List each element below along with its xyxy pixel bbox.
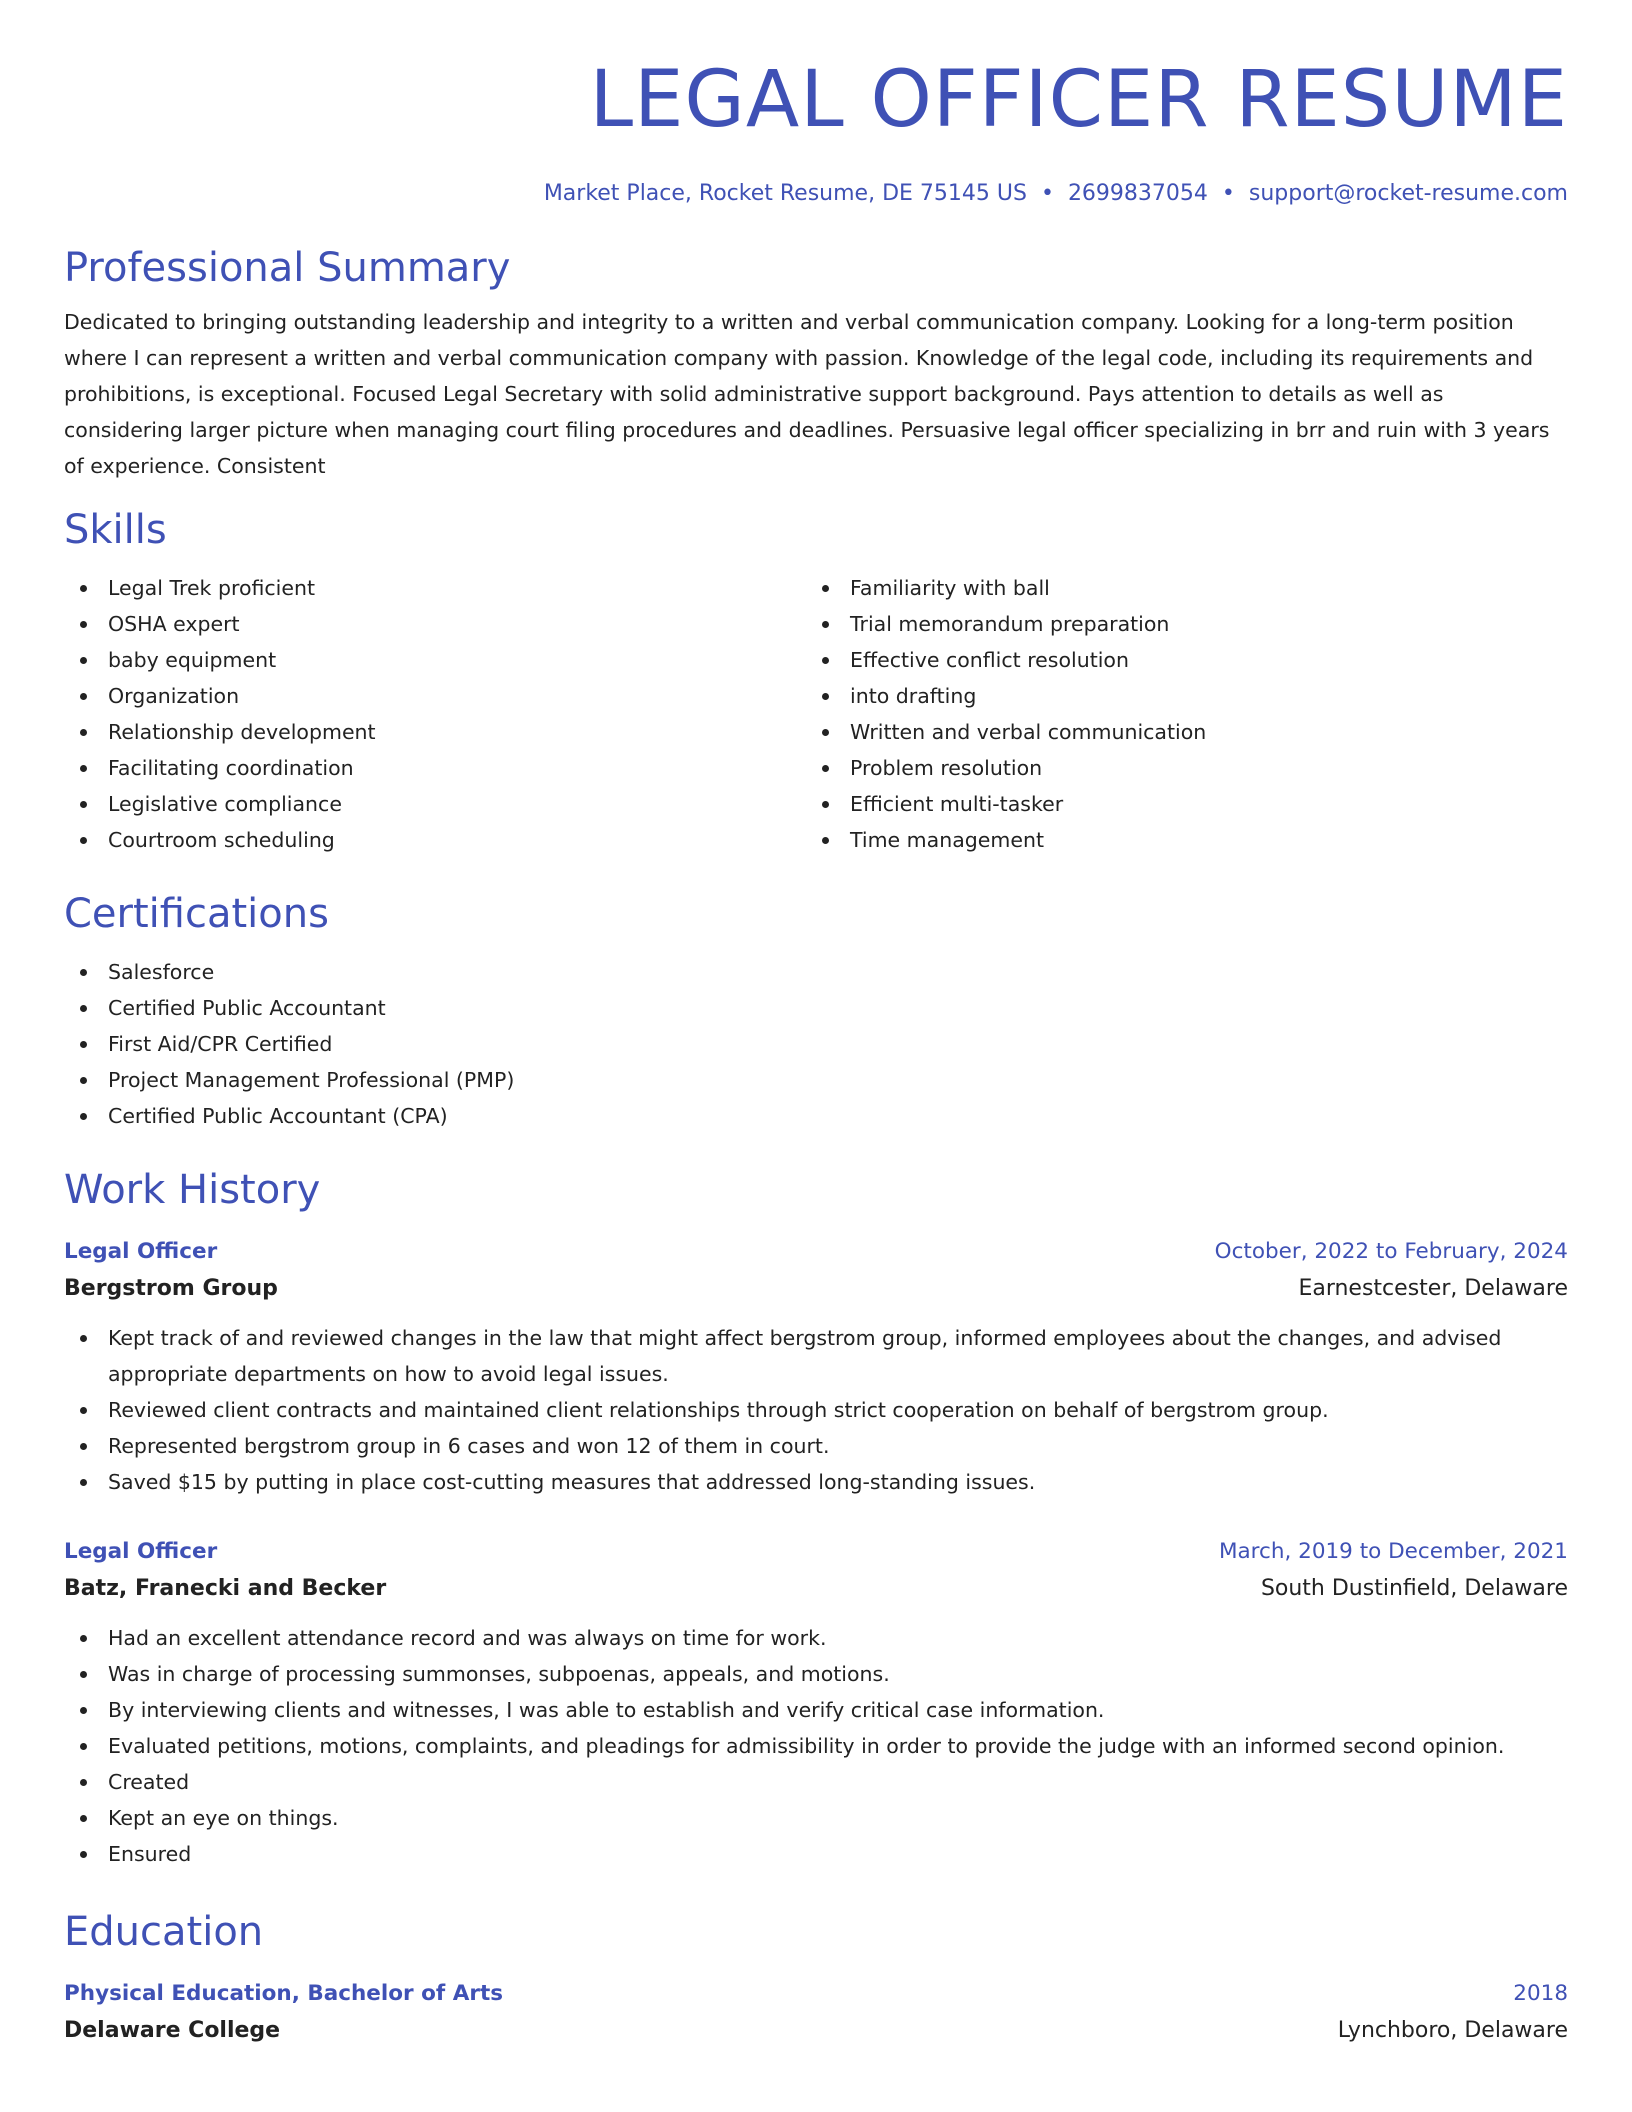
contact-address: Market Place, Rocket Resume, DE 75145 US (543, 181, 1027, 206)
skills-column-left (64, 570, 806, 858)
skill-item: Effective conflict resolution (806, 642, 1548, 678)
certification-item: Project Management Professional (PMP) (64, 1062, 1568, 1098)
education-school: Delaware College (64, 2018, 281, 2043)
job-title: Legal Officer (64, 1239, 218, 1264)
contact-email: support@rocket-resume.com (1248, 181, 1568, 206)
skills-column-right (806, 570, 1548, 858)
contact-phone: 2699837054 (1067, 181, 1208, 206)
skill-item: Efficient multi-tasker (806, 786, 1548, 822)
education-entry (64, 1976, 1568, 2050)
education-year: 2018 (1513, 1981, 1568, 2006)
job-bullets (64, 1620, 1568, 1872)
summary-section (64, 242, 1568, 484)
contact-separator: • (1221, 181, 1235, 206)
job-bullet: Represented bergstrom group in 6 cases and won 12 of them in court. (64, 1428, 1568, 1464)
resume-header (64, 0, 1568, 210)
job-company: Batz, Franecki and Becker (64, 1576, 387, 1601)
job-location: South Dustinfield, Delaware (1260, 1576, 1568, 1601)
skill-item: Familiarity with ball (806, 570, 1548, 606)
job-bullet: Evaluated petitions, motions, complaints, and pleadings for admissibility in order to provide the judge with an informed second opinion. (64, 1728, 1568, 1764)
skill-item: Problem resolution (806, 750, 1548, 786)
work-history-section (64, 1164, 1568, 1872)
work-history-heading: Work History (64, 1167, 321, 1213)
certifications-heading: Certifications (64, 891, 329, 937)
skill-item: Time management (806, 822, 1548, 858)
certification-item: First Aid/CPR Certified (64, 1026, 1568, 1062)
job-company-row (64, 1570, 1568, 1608)
summary-text: Dedicated to bringing outstanding leadership and integrity to a written and verbal communication company. Looking for a long-term position where I can represent a written and verbal communication company with passion. Knowledge of the legal code, including its requirements and prohibitions, is exceptional. Focused Legal Secretary with solid administrative support background. Pays attention to details as well as considering larger picture when managing court filing procedures and deadlines. Persuasive legal officer specializing in brr and ruin with 3 years of experience. Consistent (64, 310, 1550, 478)
job-bullet: Was in charge of processing summonses, subpoenas, appeals, and motions. (64, 1656, 1568, 1692)
certifications-list (64, 954, 1568, 1134)
job-bullet: Kept track of and reviewed changes in the law that might affect bergstrom group, informed employees about the changes, and advised appropriate departments on how to avoid legal issues. (64, 1320, 1568, 1392)
education-section (64, 1906, 1568, 2050)
skill-item: Courtroom scheduling (64, 822, 806, 858)
skills-list-left (64, 570, 806, 858)
certification-item: Certified Public Accountant (64, 990, 1568, 1026)
certification-item: Salesforce (64, 954, 1568, 990)
skills-list-right (806, 570, 1548, 858)
summary-heading: Professional Summary (64, 245, 511, 291)
certification-item: Certified Public Accountant (CPA) (64, 1098, 1568, 1134)
job-header-row (64, 1234, 1568, 1270)
skills-grid (64, 570, 1568, 858)
skill-item: Legislative compliance (64, 786, 806, 822)
job-bullet: Had an excellent attendance record and was always on time for work. (64, 1620, 1568, 1656)
job-bullet: Ensured (64, 1836, 1568, 1872)
job-dates: March, 2019 to December, 2021 (1218, 1539, 1568, 1564)
skill-item: into drafting (806, 678, 1548, 714)
job-entry (64, 1534, 1568, 1872)
resume-name: LEGAL OFFICER RESUME (589, 55, 1568, 145)
job-header-row (64, 1534, 1568, 1570)
education-degree: Physical Education, Bachelor of Arts (64, 1981, 504, 2006)
contact-line (64, 178, 1568, 210)
education-location: Lynchboro, Delaware (1337, 2018, 1568, 2043)
skill-item: Written and verbal communication (806, 714, 1548, 750)
skill-item: Trial memorandum preparation (806, 606, 1548, 642)
skill-item: Relationship development (64, 714, 806, 750)
job-bullet: Created (64, 1764, 1568, 1800)
job-title: Legal Officer (64, 1539, 218, 1564)
skills-section (64, 504, 1568, 858)
job-location: Earnestcester, Delaware (1298, 1276, 1568, 1301)
education-header-row (64, 1976, 1568, 2012)
job-bullet: Reviewed client contracts and maintained client relationships through strict cooperation on behalf of bergstrom group. (64, 1392, 1568, 1428)
certifications-section (64, 888, 1568, 1134)
job-bullet: By interviewing clients and witnesses, I was able to establish and verify critical case information. (64, 1692, 1568, 1728)
education-heading: Education (64, 1909, 264, 1955)
job-dates: October, 2022 to February, 2024 (1214, 1239, 1568, 1264)
job-bullet: Saved $15 by putting in place cost-cutting measures that addressed long-standing issues. (64, 1464, 1568, 1500)
skill-item: baby equipment (64, 642, 806, 678)
contact-separator: • (1040, 181, 1054, 206)
job-company: Bergstrom Group (64, 1276, 278, 1301)
job-bullets (64, 1320, 1568, 1500)
job-entry (64, 1234, 1568, 1500)
job-bullet: Kept an eye on things. (64, 1800, 1568, 1836)
skill-item: Legal Trek proficient (64, 570, 806, 606)
skill-item: Organization (64, 678, 806, 714)
education-school-row (64, 2012, 1568, 2050)
skill-item: Facilitating coordination (64, 750, 806, 786)
skill-item: OSHA expert (64, 606, 806, 642)
skills-heading: Skills (64, 507, 167, 553)
job-company-row (64, 1270, 1568, 1308)
